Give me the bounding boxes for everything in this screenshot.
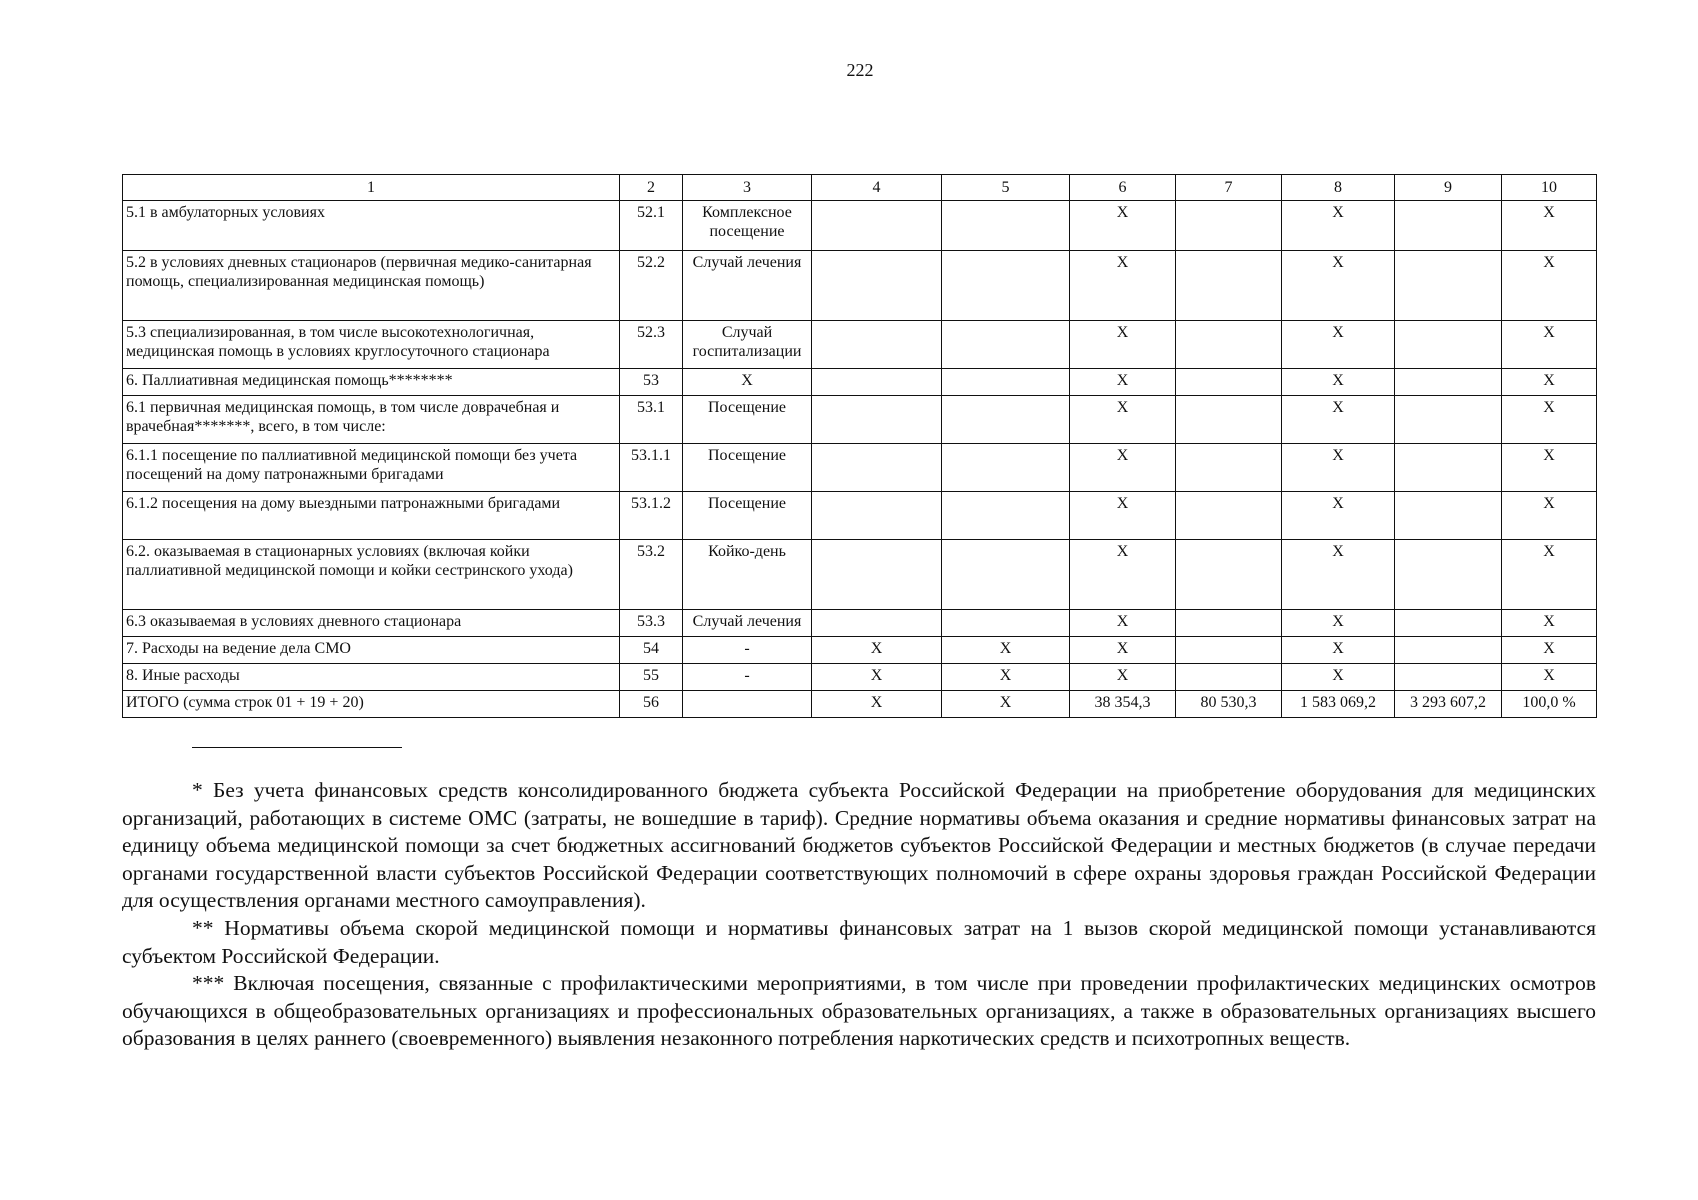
row-name-cell: 5.2 в условиях дневных стационаров (первичная медико-санитарная помощь, специализированная медицинская помощь) [123, 250, 620, 320]
unit-cell: Посещение [683, 443, 812, 491]
col8-cell: X [1282, 320, 1395, 368]
column-header: 1 [123, 175, 620, 201]
row-name-cell: 8. Иные расходы [123, 663, 620, 690]
row-name-cell: ИТОГО (сумма строк 01 + 19 + 20) [123, 690, 620, 717]
row-code-cell: 54 [620, 636, 683, 663]
col8-cell: X [1282, 200, 1395, 250]
table-row [123, 443, 1597, 491]
unit-cell: - [683, 636, 812, 663]
budget-table [122, 174, 1597, 718]
row-code-cell: 52.2 [620, 250, 683, 320]
col9-cell [1395, 539, 1502, 609]
table-row [123, 663, 1597, 690]
page-number: 222 [846, 60, 874, 80]
unit-cell: Случай госпитализации [683, 320, 812, 368]
footnotes [122, 777, 1596, 1053]
col5-cell [942, 368, 1070, 395]
row-code-cell: 56 [620, 690, 683, 717]
col6-cell: X [1070, 368, 1176, 395]
col9-cell [1395, 491, 1502, 539]
col7-cell [1176, 491, 1282, 539]
row-name-cell: 7. Расходы на ведение дела СМО [123, 636, 620, 663]
row-code-cell: 53.3 [620, 609, 683, 636]
col10-cell: X [1502, 395, 1597, 443]
row-name-cell: 6. Паллиативная медицинская помощь******** [123, 368, 620, 395]
col5-cell [942, 250, 1070, 320]
row-code-cell: 53.1 [620, 395, 683, 443]
table-row [123, 636, 1597, 663]
col5-cell [942, 491, 1070, 539]
col9-cell [1395, 395, 1502, 443]
table-header-row [123, 175, 1597, 201]
col4-cell [812, 395, 942, 443]
col5-cell: X [942, 636, 1070, 663]
col10-cell: X [1502, 636, 1597, 663]
col5-cell [942, 539, 1070, 609]
col7-cell [1176, 443, 1282, 491]
footnote-2: ** Нормативы объема скорой медицинской помощи и нормативы финансовых затрат на 1 вызов скорой медицинской помощи устанавливаются субъектом Российской Федерации. [122, 915, 1596, 968]
col10-cell: X [1502, 320, 1597, 368]
col4-cell: X [812, 636, 942, 663]
unit-cell: Посещение [683, 395, 812, 443]
col7-cell [1176, 636, 1282, 663]
col9-cell [1395, 609, 1502, 636]
col9-cell [1395, 250, 1502, 320]
col9-cell [1395, 636, 1502, 663]
col10-cell: X [1502, 663, 1597, 690]
col8-cell: X [1282, 491, 1395, 539]
column-header: 8 [1282, 175, 1395, 201]
col10-cell: X [1502, 539, 1597, 609]
col6-cell: X [1070, 320, 1176, 368]
col7-cell [1176, 320, 1282, 368]
row-name-cell: 6.1 первичная медицинская помощь, в том числе доврачебная и врачебная*******, всего, в том числе: [123, 395, 620, 443]
row-code-cell: 55 [620, 663, 683, 690]
unit-cell: Комплексное посещение [683, 200, 812, 250]
unit-cell: X [683, 368, 812, 395]
col6-cell: X [1070, 539, 1176, 609]
col10-cell: X [1502, 443, 1597, 491]
col4-cell [812, 200, 942, 250]
col8-cell: X [1282, 250, 1395, 320]
row-code-cell: 53.2 [620, 539, 683, 609]
column-header: 2 [620, 175, 683, 201]
col8-cell: X [1282, 609, 1395, 636]
unit-cell: Посещение [683, 491, 812, 539]
row-code-cell: 52.3 [620, 320, 683, 368]
col5-cell [942, 443, 1070, 491]
col8-cell: 1 583 069,2 [1282, 690, 1395, 717]
col8-cell: X [1282, 443, 1395, 491]
table-row [123, 200, 1597, 250]
col10-cell: X [1502, 200, 1597, 250]
row-name-cell: 6.1.2 посещения на дому выездными патронажными бригадами [123, 491, 620, 539]
unit-cell: Койко-день [683, 539, 812, 609]
col4-cell [812, 443, 942, 491]
column-header: 6 [1070, 175, 1176, 201]
unit-cell: Случай лечения [683, 250, 812, 320]
col8-cell: X [1282, 395, 1395, 443]
row-name-cell: 6.2. оказываемая в стационарных условиях (включая койки паллиативной медицинской помощи и койки сестринского ухода) [123, 539, 620, 609]
unit-cell: - [683, 663, 812, 690]
table-row [123, 320, 1597, 368]
col10-cell: X [1502, 491, 1597, 539]
footnote-3: *** Включая посещения, связанные с профилактическими мероприятиями, в том числе при проведении профилактических медицинских осмотров обучающихся в общеобразовательных организациях и профессиональных образовательных организациях, а также в образовательных организациях высшего образования в целях раннего (своевременного) выявления незаконного потребления наркотических средств и психотропных веществ. [122, 971, 1596, 1051]
column-header: 5 [942, 175, 1070, 201]
column-header: 9 [1395, 175, 1502, 201]
col9-cell: 3 293 607,2 [1395, 690, 1502, 717]
col4-cell [812, 491, 942, 539]
column-header: 10 [1502, 175, 1597, 201]
col6-cell: X [1070, 250, 1176, 320]
row-name-cell: 6.1.1 посещение по паллиативной медицинской помощи без учета посещений на дому патронажными бригадами [123, 443, 620, 491]
row-code-cell: 53.1.1 [620, 443, 683, 491]
col10-cell: 100,0 % [1502, 690, 1597, 717]
col6-cell: X [1070, 491, 1176, 539]
col9-cell [1395, 663, 1502, 690]
column-header: 4 [812, 175, 942, 201]
table-row [123, 539, 1597, 609]
col7-cell [1176, 663, 1282, 690]
column-header: 7 [1176, 175, 1282, 201]
unit-cell [683, 690, 812, 717]
col4-cell: X [812, 690, 942, 717]
col6-cell: 38 354,3 [1070, 690, 1176, 717]
col6-cell: X [1070, 200, 1176, 250]
table-row [123, 250, 1597, 320]
col10-cell: X [1502, 609, 1597, 636]
col9-cell [1395, 320, 1502, 368]
column-header: 3 [683, 175, 812, 201]
col7-cell [1176, 368, 1282, 395]
col7-cell [1176, 250, 1282, 320]
col4-cell: X [812, 663, 942, 690]
col8-cell: X [1282, 636, 1395, 663]
col8-cell: X [1282, 663, 1395, 690]
col7-cell [1176, 539, 1282, 609]
col4-cell [812, 250, 942, 320]
col9-cell [1395, 368, 1502, 395]
table-row [123, 690, 1597, 717]
col4-cell [812, 539, 942, 609]
col4-cell [812, 609, 942, 636]
col6-cell: X [1070, 395, 1176, 443]
col6-cell: X [1070, 443, 1176, 491]
col7-cell: 80 530,3 [1176, 690, 1282, 717]
col10-cell: X [1502, 368, 1597, 395]
col6-cell: X [1070, 663, 1176, 690]
col8-cell: X [1282, 368, 1395, 395]
row-code-cell: 53 [620, 368, 683, 395]
unit-cell: Случай лечения [683, 609, 812, 636]
table-row [123, 368, 1597, 395]
col5-cell: X [942, 690, 1070, 717]
table-row [123, 395, 1597, 443]
col6-cell: X [1070, 609, 1176, 636]
col8-cell: X [1282, 539, 1395, 609]
row-name-cell: 6.3 оказываемая в условиях дневного стационара [123, 609, 620, 636]
col6-cell: X [1070, 636, 1176, 663]
col7-cell [1176, 609, 1282, 636]
col5-cell [942, 609, 1070, 636]
row-code-cell: 52.1 [620, 200, 683, 250]
col7-cell [1176, 395, 1282, 443]
col4-cell [812, 320, 942, 368]
table-row [123, 491, 1597, 539]
col4-cell [812, 368, 942, 395]
col5-cell [942, 320, 1070, 368]
row-name-cell: 5.3 специализированная, в том числе высокотехнологичная, медицинская помощь в условиях круглосуточного стационара [123, 320, 620, 368]
col9-cell [1395, 443, 1502, 491]
footnote-divider [192, 747, 402, 748]
row-name-cell: 5.1 в амбулаторных условиях [123, 200, 620, 250]
col7-cell [1176, 200, 1282, 250]
col9-cell [1395, 200, 1502, 250]
col10-cell: X [1502, 250, 1597, 320]
col5-cell [942, 395, 1070, 443]
table-row [123, 609, 1597, 636]
col5-cell [942, 200, 1070, 250]
row-code-cell: 53.1.2 [620, 491, 683, 539]
footnote-1: * Без учета финансовых средств консолидированного бюджета субъекта Российской Федерации на приобретение оборудования для медицинских организаций, работающих в системе ОМС (затраты, не вошедшие в тариф). Средние нормативы объема оказания и средние нормативы финансовых затрат на единицу объема медицинской помощи за счет бюджетных ассигнований бюджетов субъектов Российской Федерации и местных бюджетов (в случае передачи органами государственной власти субъектов Российской Федерации соответствующих полномочий в сфере охраны здоровья граждан Российской Федерации для осуществления органами местного самоуправления). [122, 778, 1596, 913]
col5-cell: X [942, 663, 1070, 690]
